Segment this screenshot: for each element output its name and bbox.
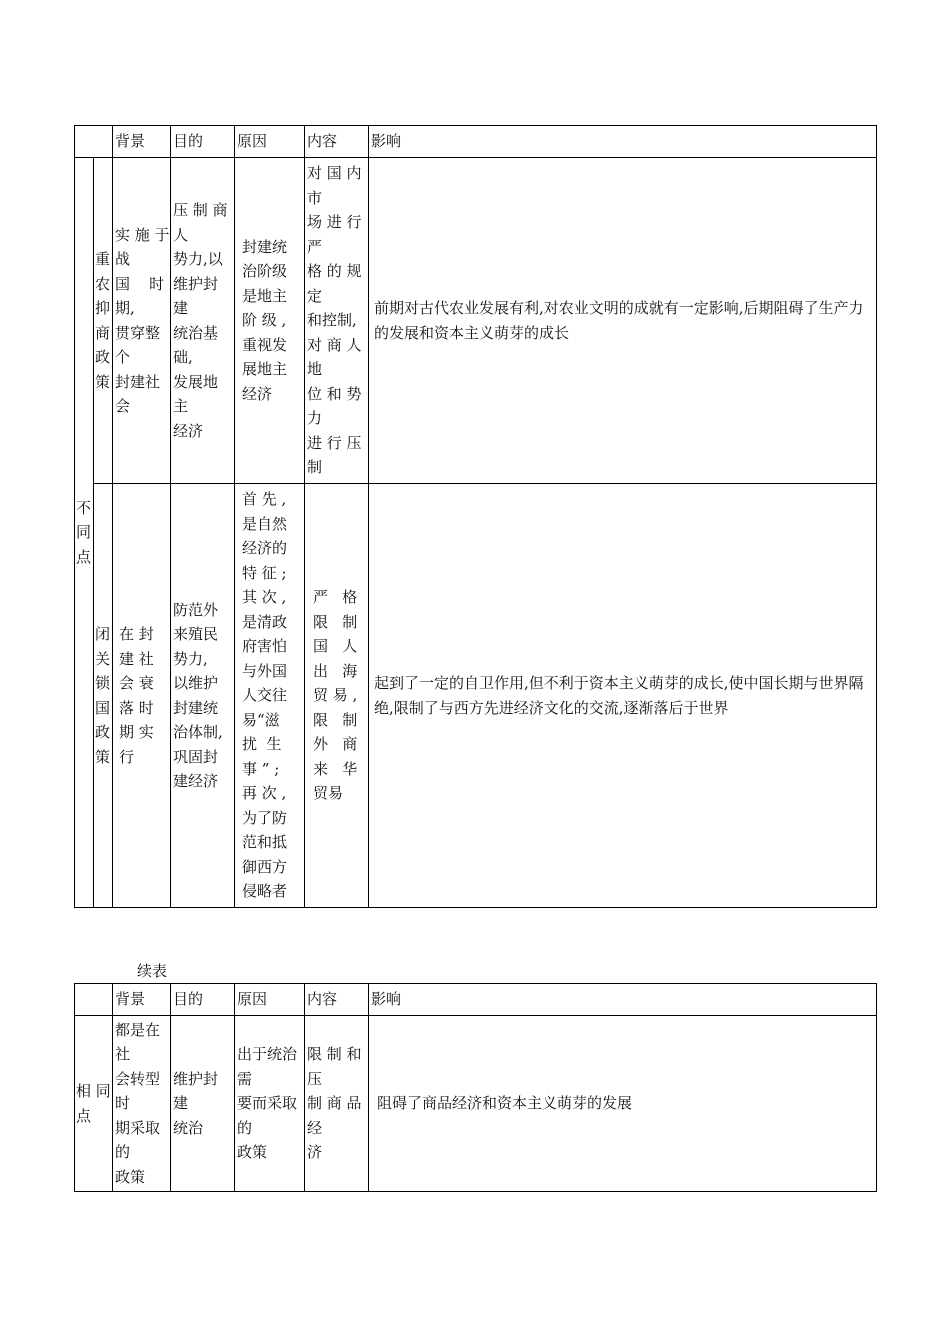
cell-background: 都是在 社 会转型 时 期采取 的 政策 [113, 1016, 171, 1192]
policy-row-agriculture [75, 158, 877, 484]
header-corner [75, 984, 113, 1016]
policy-name: 重 农 抑 商 政 策 [94, 158, 113, 484]
header-purpose: 目的 [171, 126, 235, 158]
group-label-differences: 不 同 点 [75, 158, 94, 908]
cell-impact: 前期对古代农业发展有利,对农业文明的成就有一定影响,后期阻碍了生产力的发展和资本主义萌芽的成长 [369, 158, 877, 484]
comparison-table-continued [74, 983, 877, 1192]
header-background: 背景 [113, 126, 171, 158]
header-reason: 原因 [235, 984, 305, 1016]
cell-content: 限 制 和 压 制 商 品 经 济 [305, 1016, 369, 1192]
header-background: 背景 [113, 984, 171, 1016]
header-purpose: 目的 [171, 984, 235, 1016]
header-content: 内容 [305, 984, 369, 1016]
similarities-row [75, 1016, 877, 1192]
comparison-table [74, 125, 877, 908]
cell-purpose: 压 制 商 人 势力,以 维护封 建 统治基 础, 发展地 主 经济 [171, 158, 235, 484]
cell-content: 严 格 限 制 国 人 出 海 贸 易 , 限 制 外 商 来 华 贸易 [305, 484, 369, 908]
policy-row-closed-door [75, 484, 877, 908]
cell-reason: 出于统治 需 要而采取 的 政策 [235, 1016, 305, 1192]
policy-name: 闭 关 锁 国 政 策 [94, 484, 113, 908]
header-row [75, 126, 877, 158]
cell-background: 实 施 于 战 国 时 期, 贯穿整 个 封建社 会 [113, 158, 171, 484]
cell-reason: 封建统 治阶级 是地主 阶 级 , 重视发 展地主 经济 [235, 158, 305, 484]
continued-label: 续表 [137, 962, 168, 980]
header-content: 内容 [305, 126, 369, 158]
header-row [75, 984, 877, 1016]
cell-impact: 阻碍了商品经济和资本主义萌芽的发展 [369, 1016, 877, 1192]
header-corner [75, 126, 113, 158]
header-reason: 原因 [235, 126, 305, 158]
cell-purpose: 防范外 来殖民 势力, 以维护 封建统 治体制, 巩固封 建经济 [171, 484, 235, 908]
cell-purpose: 维护封 建 统治 [171, 1016, 235, 1192]
header-impact: 影响 [369, 984, 877, 1016]
group-label-similarities: 相 同 点 [75, 1016, 113, 1192]
cell-background: 在 封 建 社 会 衰 落 时 期 实 行 [113, 484, 171, 908]
cell-reason: 首 先 , 是自然 经济的 特 征 ; 其 次 , 是清政 府害怕 与外国 人交往 易“滋 扰 生 事 ” ; 再 次 , 为了防 范和抵 御西方 侵略者 [235, 484, 305, 908]
header-impact: 影响 [369, 126, 877, 158]
cell-content: 对 国 内 市 场 进 行 严 格 的 规 定 和控制, 对 商 人 地 位 和 势 力 进 行 压 制 [305, 158, 369, 484]
cell-impact: 起到了一定的自卫作用,但不利于资本主义萌芽的成长,使中国长期与世界隔绝,限制了与西方先进经济文化的交流,逐渐落后于世界 [369, 484, 877, 908]
